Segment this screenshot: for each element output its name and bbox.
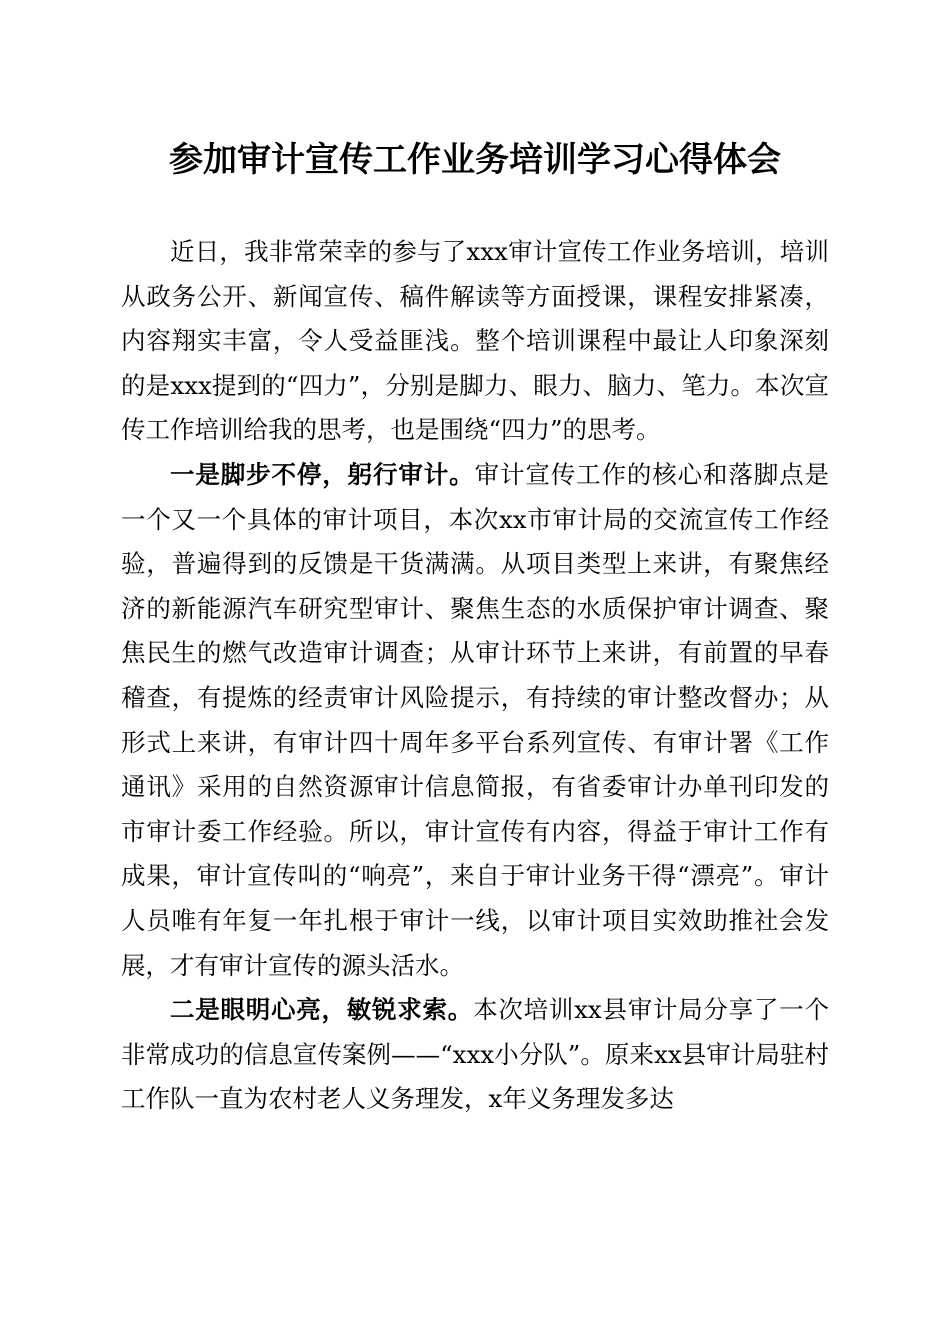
paragraph-point-one (121, 453, 829, 988)
paragraph-point-two-heading: 二是眼明心亮，敏锐求索。 (170, 995, 474, 1025)
paragraph-point-one-heading: 一是脚步不停，躬行审计。 (170, 459, 475, 489)
paragraph-point-two-text: 本次培训xx县审计局分享了一个非常成功的信息宣传案例——“xxx小分队”。原来xx县审计局驻村工作队一直为农村老人义务理发，x年义务理发多达 (121, 995, 830, 1114)
document-title: 参加审计宣传工作业务培训学习心得体会 (169, 140, 781, 180)
paragraph-intro-text: 近日，我非常荣幸的参与了xxx审计宣传工作业务培训，培训从政务公开、新闻宣传、稿件解读等方面授课，课程安排紧凑，内容翔实丰富，令人受益匪浅。整个培训课程中最让人印象深刻的是xxx提到的“四力”，分别是脚力、眼力、脑力、笔力。本次宣传工作培训给我的思考，也是围绕“四力”的思考。 (121, 237, 829, 445)
paragraph-point-two (121, 988, 829, 1122)
document-body (121, 230, 829, 1122)
paragraph-intro (121, 230, 829, 453)
paragraph-point-one-text: 审计宣传工作的核心和落脚点是一个又一个具体的审计项目，本次xx市审计局的交流宣传工作经验，普遍得到的反馈是干货满满。从项目类型上来讲，有聚焦经济的新能源汽车研究型审计、聚焦生态的水质保护审计调查、聚焦民生的燃气改造审计调查；从审计环节上来讲，有前置的早春稽查，有提炼的经责审计风险提示，有持续的审计整改督办；从形式上来讲，有审计四十周年多平台系列宣传、有审计署《工作通讯》采用的自然资源审计信息简报，有省委审计办单刊印发的市审计委工作经验。所以，审计宣传有内容，得益于审计工作有成果，审计宣传叫的“响亮”，来自于审计业务干得“漂亮”。审计人员唯有年复一年扎根于审计一线，以审计项目实效助推社会发展，才有审计宣传的源头活水。 (121, 459, 830, 980)
